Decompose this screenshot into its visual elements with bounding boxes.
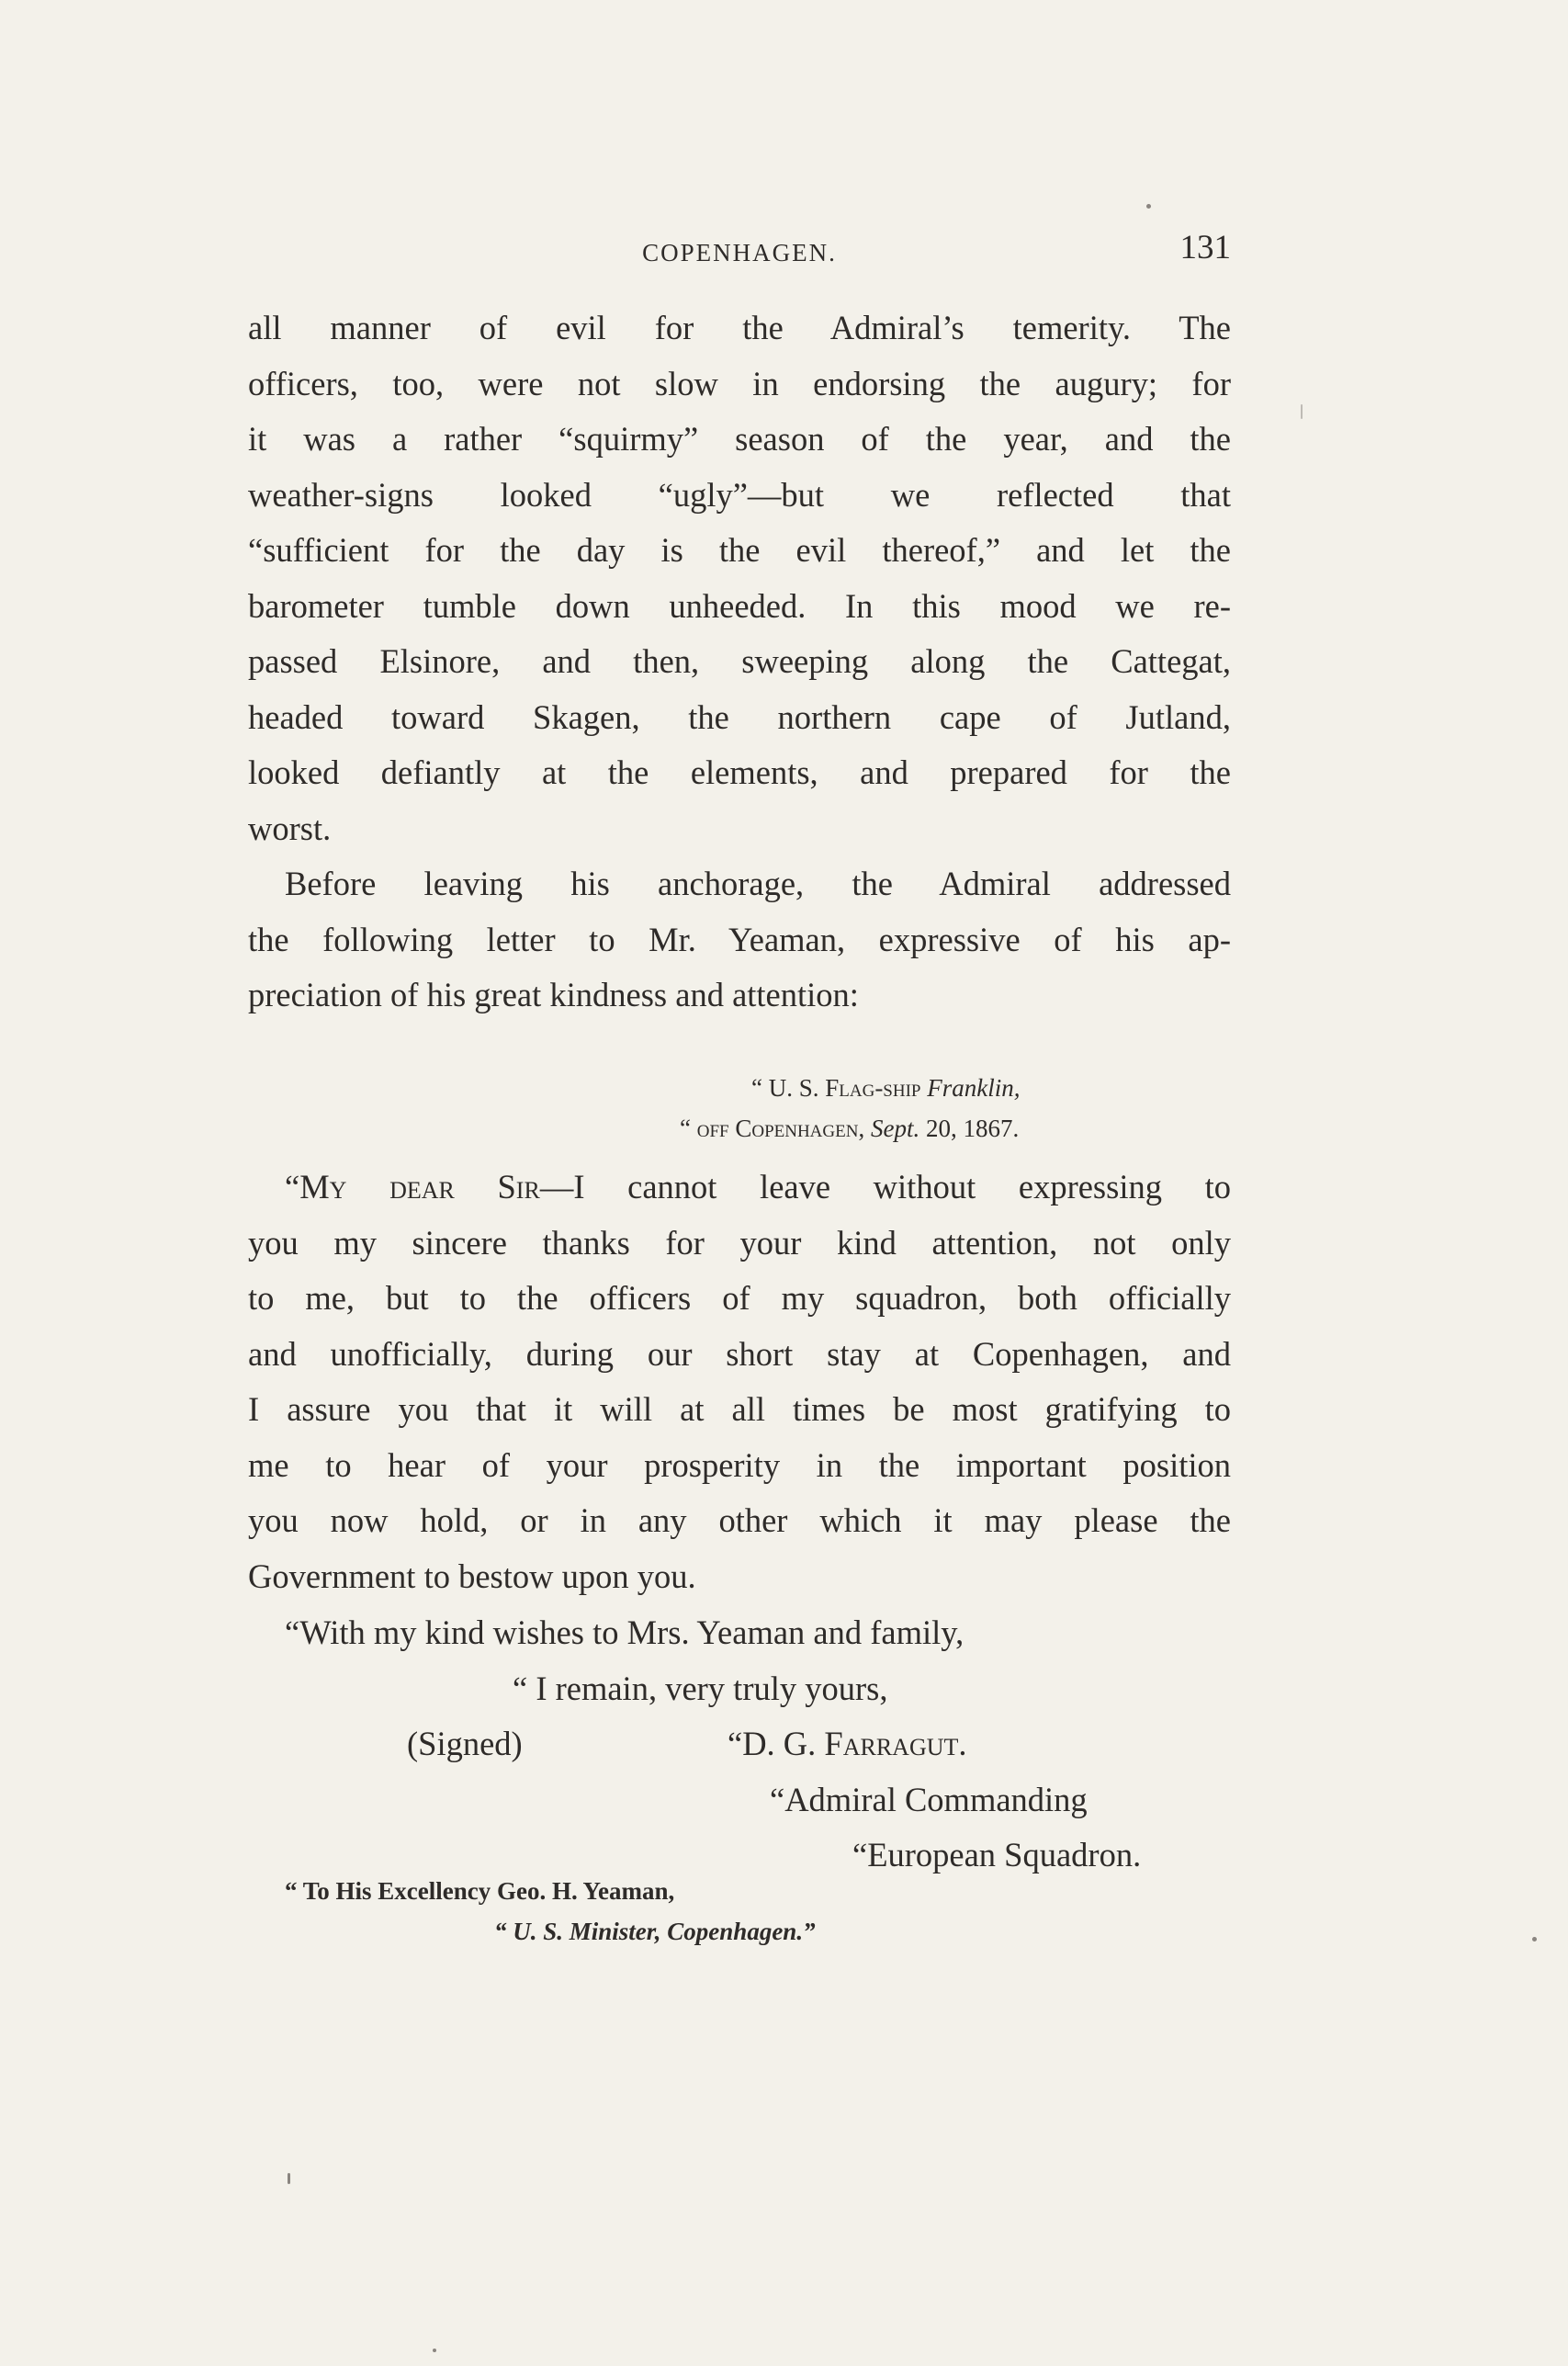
closing-remain: “ I remain, very truly yours,: [513, 1669, 888, 1707]
signature-title-2: “European Squadron.: [852, 1836, 1142, 1874]
text-line: officers, too, were not slow in endorsing the augury; for: [248, 364, 1231, 402]
letter-line: to me, but to the officers of my squadron, both officially: [248, 1279, 1231, 1317]
dateline-ship: [248, 1068, 1231, 1108]
text-line: Before leaving his anchorage, the Admiral addressed: [285, 865, 1231, 902]
dateline-place: “ off Copenhagen,: [680, 1115, 871, 1142]
letter-body: [248, 1160, 1231, 1604]
paper-speck: [433, 2349, 436, 2352]
dateline-place-date: [248, 1108, 1231, 1149]
text-line: “sufficient for the day is the evil thereof,” and let the: [248, 531, 1231, 569]
running-title: COPENHAGEN.: [642, 239, 837, 266]
text-line: the following letter to Mr. Yeaman, expressive of his ap-: [248, 920, 1231, 958]
page-number: 131: [1179, 229, 1231, 266]
addressee: [248, 1871, 1231, 1952]
letter-line: you my sincere thanks for your kind attention, not only: [248, 1223, 1231, 1262]
ship-name: Franklin,: [927, 1074, 1021, 1102]
closing-wishes: “With my kind wishes to Mrs. Yeaman and family,: [285, 1613, 964, 1651]
body-text: [248, 300, 1231, 1024]
salutation: “My dear Sir: [285, 1168, 540, 1206]
letter-line: [248, 1160, 1231, 1216]
letter-line: I assure you that it will at all times be most gratifying to: [248, 1390, 1231, 1428]
paper-speck: [1532, 1937, 1537, 1941]
text-line: preciation of his great kindness and attention:: [248, 976, 859, 1013]
dateline-day-year: 20, 1867.: [919, 1115, 1020, 1142]
paper-speck: [1301, 404, 1303, 419]
text-line: passed Elsinore, and then, sweeping along the Cattegat,: [248, 642, 1231, 680]
text-line: worst.: [248, 809, 332, 847]
letter-line: you now hold, or in any other which it may please the: [248, 1501, 1231, 1539]
signed-label: (Signed): [407, 1725, 523, 1762]
letter-line: Government to bestow upon you.: [248, 1557, 696, 1595]
signature-name: “D. G. Farragut.: [728, 1725, 967, 1762]
dateline-month: Sept.: [870, 1115, 920, 1142]
signature-row: [248, 1716, 1231, 1772]
text-line: looked defiantly at the elements, and prepared for the: [248, 753, 1231, 791]
text-line: headed toward Skagen, the northern cape of Jutland,: [248, 697, 1231, 736]
letter-line: me to hear of your prosperity in the important position: [248, 1445, 1231, 1484]
letter-line: and unofficially, during our short stay at Copenhagen, and: [248, 1334, 1231, 1373]
signature-title-1: “Admiral Commanding: [770, 1780, 1088, 1818]
text-line: barometer tumble down unheeded. In this mood we re-: [248, 586, 1231, 625]
dateline-ship-prefix: “ U. S. Flag-ship: [751, 1074, 928, 1102]
letter-dateline: [248, 1068, 1231, 1149]
letter-closing: [248, 1605, 1231, 1884]
letter-line-rest: —I cannot leave without expressing to: [539, 1168, 1232, 1206]
addressee-line-1: “ To His Excellency Geo. H. Yeaman,: [285, 1877, 675, 1905]
text-line: it was a rather “squirmy” season of the year, and the: [248, 420, 1231, 458]
text-line: all manner of evil for the Admiral’s temerity. The: [248, 309, 1231, 346]
running-head: [248, 228, 1231, 274]
text-line: weather-signs looked “ugly”—but we reflected that: [248, 475, 1231, 514]
paper-speck: [288, 2173, 290, 2184]
addressee-line-2: “ U. S. Minister, Copenhagen.”: [494, 1918, 816, 1945]
paper-speck: [1146, 204, 1151, 209]
